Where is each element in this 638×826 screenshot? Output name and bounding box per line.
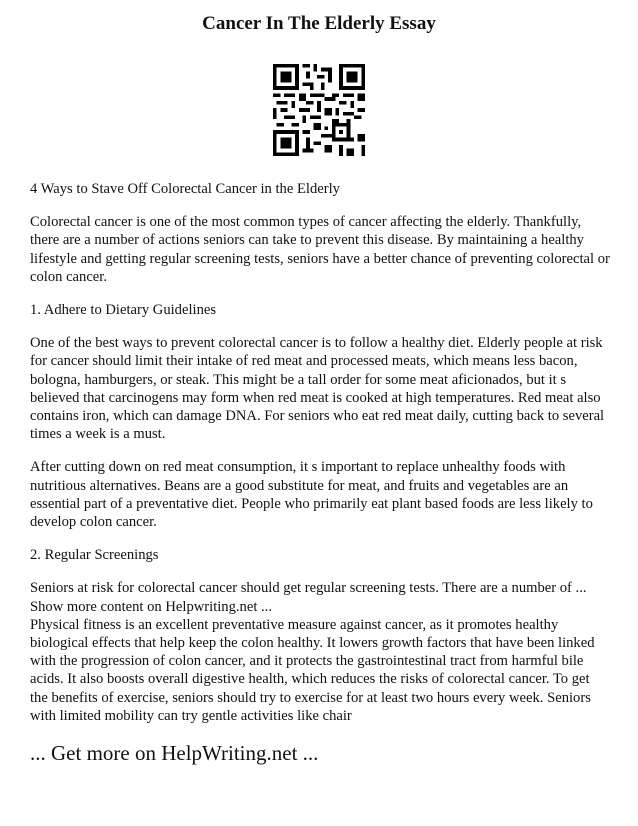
document-body (30, 180, 610, 766)
section-2-paragraph-2: Physical fitness is an excellent preventative measure against cancer, as it promotes healthy biological effects that help keep the colon healthy. It lowers growth factors that have been linked with the progression of colon cancer, and it protects the gastrointestinal tract from harmful bile acids. It also boosts overall digestive health, which reduces the risks of colorectal cancer. To get the benefits of exercise, seniors should try to exercise for at least two hours every week. Seniors with limited mobility can try gentle activities like chair (30, 616, 595, 724)
section-1-paragraph-1: One of the best ways to prevent colorectal cancer is to follow a healthy diet. Elderly people at risk for cancer should limit their intake of red meat and processed meats, which means less bacon, bologna, hamburgers, or steak. This might be a tall order for some meat aficionados, but it s believed that carcinogens may form when red meat is cooked at high temperatures. Red meat also contains iron, which can damage DNA. For seniors who eat red meat daily, cutting back to several times a week is a must. (30, 335, 605, 443)
intro-paragraph: Colorectal cancer is one of the most common types of cancer affecting the elderly. Thankfully, there are a number of actions seniors can take to prevent this disease. By maintaining a healthy lifestyle and getting regular screening tests, seniors have a better chance of preventing colorectal or colon cancer. (30, 214, 610, 285)
document-subtitle: 4 Ways to Stave Off Colorectal Cancer in the Elderly (30, 181, 340, 197)
section-1-paragraph-2: After cutting down on red meat consumption, it s important to replace unhealthy foods with nutritious alternatives. Beans are a good substitute for meat, and fruits and vegetables are an essential part of a preventative diet. People who primarily eat plant based foods are less likely to develop colon cancer. (30, 459, 593, 531)
section-2-paragraph-1: Seniors at risk for colorectal cancer should get regular screening tests. There are a number of ... Show more content on Helpwriting.net ... (30, 580, 587, 615)
section-1-heading: 1. Adhere to Dietary Guidelines (30, 302, 217, 319)
qr-code-icon (273, 64, 365, 156)
get-more-link[interactable]: ... Get more on HelpWriting.net ... (30, 741, 319, 766)
section-2-heading: 2. Regular Screenings (30, 547, 159, 564)
document-title: Cancer In The Elderly Essay (202, 13, 436, 34)
